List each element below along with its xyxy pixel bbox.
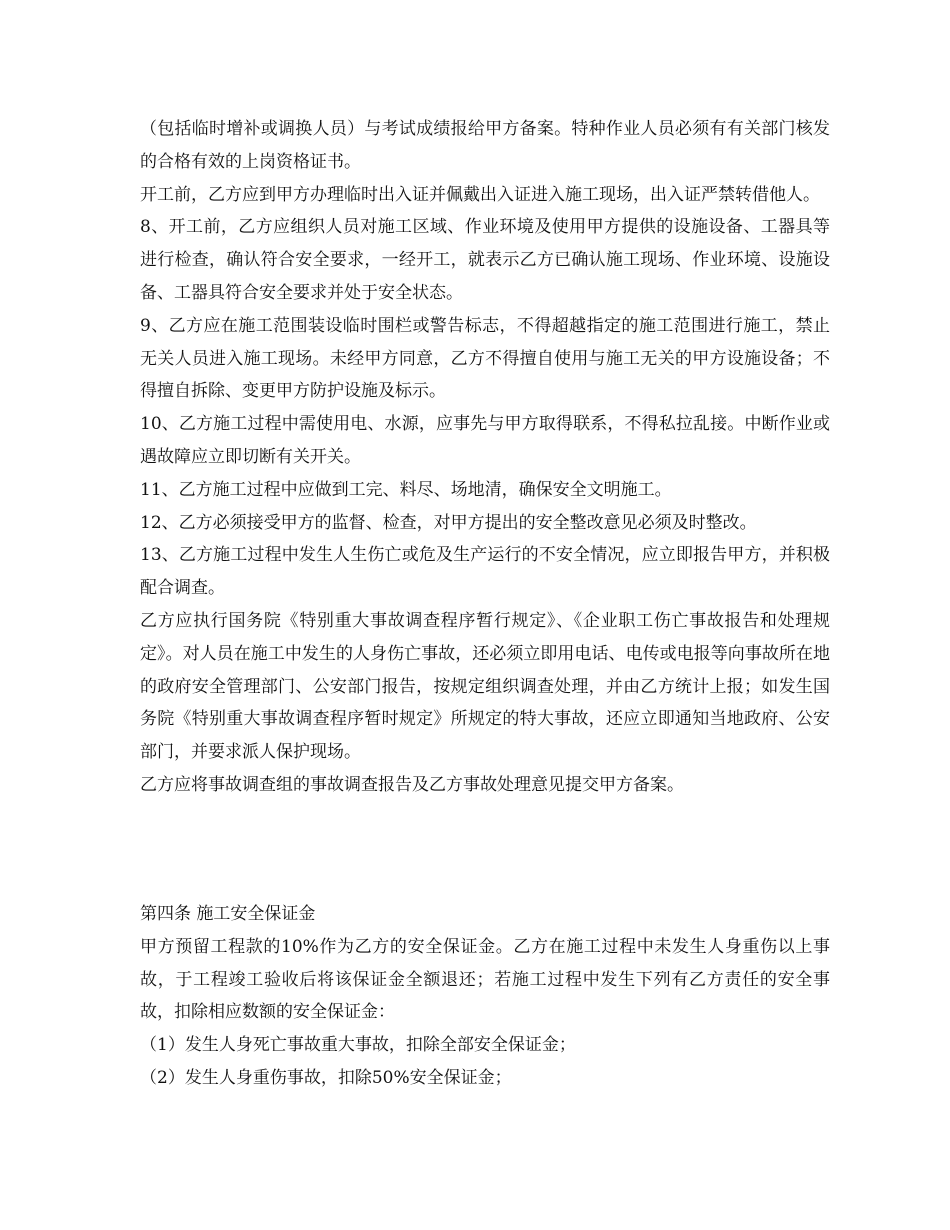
list-item: （1）发生人身死亡事故重大事故，扣除全部安全保证金； (140, 1035, 576, 1056)
paragraph: 乙方应将事故调查组的事故调查报告及乙方事故处理意见提交甲方备案。 (140, 774, 684, 795)
paragraph: 开工前，乙方应到甲方办理临时出入证并佩戴出入证进入施工现场，出入证严禁转借他人。 (140, 184, 820, 205)
paragraph: 9、乙方应在施工范围装设临时围栏或警告标志，不得超越指定的施工范围进行施工，禁止无关人员进入施工现场。未经甲方同意，乙方不得擅自使用与施工无关的甲方设施设备；不得擅自拆除、变更甲方防护设施及标示。 (140, 315, 830, 402)
paragraph: （包括临时增补或调换人员）与考试成绩报给甲方备案。特种作业人员必须有有关部门核发的合格有效的上岗资格证书。 (140, 119, 830, 172)
section-four (140, 898, 830, 1095)
paragraph: 8、开工前，乙方应组织人员对施工区域、作业环境及使用甲方提供的设施设备、工器具等进行检查，确认符合安全要求，一经开工，就表示乙方已确认施工现场、作业环境、设施设备、工器具符合安全要求并处于安全状态。 (140, 217, 830, 303)
paragraph: 12、乙方必须接受甲方的监督、检查，对甲方提出的安全整改意见必须及时整改。 (140, 512, 757, 533)
list-item: （2）发生人身重伤事故，扣除50%安全保证金； (140, 1067, 512, 1088)
body-text (140, 113, 830, 802)
section-heading: 第四条 施工安全保证金 (140, 904, 316, 924)
paragraph: 13、乙方施工过程中发生人生伤亡或危及生产运行的不安全情况，应立即报告甲方，并积极配合调查。 (140, 545, 830, 599)
paragraph: 乙方应执行国务院《特别重大事故调查程序暂行规定》、《企业职工伤亡事故报告和处理规定》。对人员在施工中发生的人身伤亡事故，还必须立即用电话、电传或电报等向事故所在地的政府安全管理部门、公安部门报告，按规定组织调查处理，并由乙方统计上报；如发生国务院《特别重大事故调查程序暂时规定》所规定的特大事故，还应立即通知当地政府、公安部门，并要求派人保护现场。 (140, 610, 830, 763)
paragraph: 11、乙方施工过程中应做到工完、料尽、场地清，确保安全文明施工。 (140, 479, 672, 500)
paragraph: 甲方预留工程款的10%作为乙方的安全保证金。乙方在施工过程中未发生人身重伤以上事故，于工程竣工验收后将该保证金全额退还；若施工过程中发生下列有乙方责任的安全事故，扣除相应数额的安全保证金： (140, 936, 830, 1023)
paragraph: 10、乙方施工过程中需使用电、水源，应事先与甲方取得联系，不得私拉乱接。中断作业或遇故障应立即切断有关开关。 (140, 414, 830, 467)
